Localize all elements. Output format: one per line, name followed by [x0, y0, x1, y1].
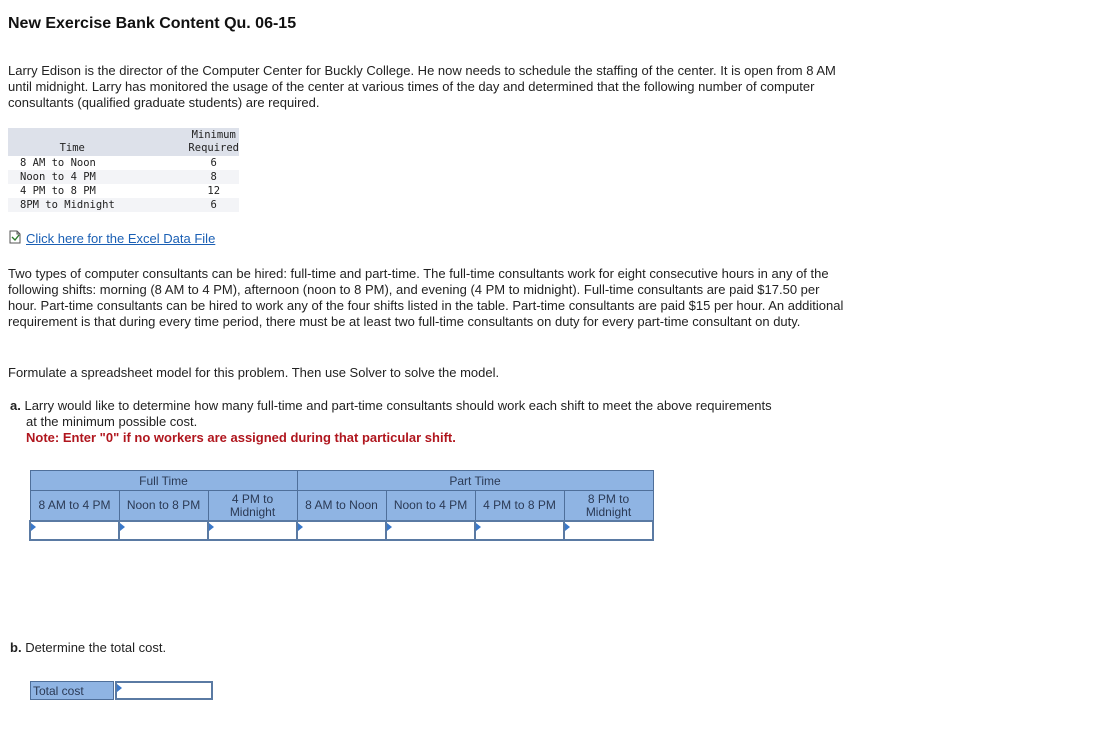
col-ft-4pm-midnight: 4 PM to Midnight [208, 491, 297, 522]
col-ft-8am-4pm: 8 AM to 4 PM [30, 491, 119, 522]
table-row [8, 170, 239, 184]
answer-cell[interactable] [30, 521, 119, 540]
question-a-text-2: at the minimum possible cost. [26, 414, 198, 429]
total-cost-input[interactable] [117, 683, 211, 698]
col-pt-4pm-8pm: 4 PM to 8 PM [475, 491, 564, 522]
question-a-label: a. [10, 398, 21, 413]
answer-input-ft-8am-4pm[interactable] [31, 522, 118, 539]
question-b-text: Determine the total cost. [25, 640, 167, 655]
question-a-text-1: Larry would like to determine how many full-time and part-time consultants should work each shift to meet the above requirements [24, 398, 772, 413]
question-a-note: Note: Enter "0" if no workers are assigned during that particular shift. [26, 430, 456, 445]
group-part-time: Part Time [297, 471, 653, 491]
answer-cell[interactable] [208, 521, 297, 540]
answer-cell[interactable] [564, 521, 653, 540]
total-cost-label: Total cost [30, 681, 114, 700]
header-time: Time [8, 128, 188, 156]
row-min: 6 [188, 198, 239, 212]
answer-input-pt-8pm-midnight[interactable] [565, 522, 652, 539]
minimum-required-table [8, 128, 239, 212]
description-paragraph: Two types of computer consultants can be hired: full-time and part-time. The full-time consultants work for eight consecutive hours in any of the following shifts: morning (8 AM to 4 PM), afternoon (noon to 8 PM), and evening (4 PM to midnight). Full-time consultants are paid $17.50 per hour. Part-time consultants can be hired to work any of the four shifts listed in the table. Part-time consultants are paid $15 per hour. An additional requirement is that during every time period, there must be at least two full-time consultants on duty for every part-time consultant on duty. [8, 266, 844, 329]
col-pt-8pm-midnight: 8 PM to Midnight [564, 491, 653, 522]
col-pt-8am-noon: 8 AM to Noon [297, 491, 386, 522]
question-a [10, 398, 850, 430]
total-cost-row [30, 681, 213, 700]
table-row [8, 156, 239, 170]
row-min: 12 [207, 185, 221, 197]
total-cost-cell[interactable] [115, 681, 213, 700]
question-b [10, 640, 166, 655]
col-pt-noon-4pm: Noon to 4 PM [386, 491, 475, 522]
answer-input-ft-4pm-midnight[interactable] [209, 522, 296, 539]
row-min: 8 [188, 170, 239, 184]
answer-input-pt-noon-4pm[interactable] [387, 522, 474, 539]
group-full-time: Full Time [30, 471, 297, 491]
excel-link-row [8, 230, 215, 247]
excel-data-link[interactable]: Click here for the Excel Data File [26, 231, 216, 246]
answer-cell[interactable] [119, 521, 208, 540]
row-time: Noon to 4 PM [8, 170, 188, 184]
row-time: 8PM to Midnight [8, 198, 188, 212]
answer-input-pt-4pm-8pm[interactable] [476, 522, 563, 539]
answer-input-pt-8am-noon[interactable] [298, 522, 385, 539]
question-b-label: b. [10, 640, 22, 655]
col-ft-noon-8pm: Noon to 8 PM [119, 491, 208, 522]
row-time: 8 AM to Noon [20, 157, 96, 169]
header-minimum-required [188, 128, 239, 156]
instruction-paragraph: Formulate a spreadsheet model for this problem. Then use Solver to solve the model. [8, 365, 500, 380]
header-minimum: Minimum [191, 129, 236, 141]
intro-paragraph: Larry Edison is the director of the Computer Center for Buckly College. He now needs to schedule the staffing of the center. It is open from 8 AM until midnight. Larry has monitored the usage of the center at various times of the day and determined that the following number of computer consultants (qualified graduate students) are required. [8, 63, 836, 110]
answer-input-ft-noon-8pm[interactable] [120, 522, 207, 539]
row-min: 6 [210, 157, 217, 169]
page-title: New Exercise Bank Content Qu. 06-15 [8, 15, 297, 32]
document-icon [8, 230, 22, 247]
table-row [8, 198, 239, 212]
answer-cell[interactable] [475, 521, 564, 540]
row-time: 4 PM to 8 PM [20, 185, 96, 197]
answer-grid [29, 470, 654, 541]
table-row [8, 184, 239, 198]
header-required: Required [188, 142, 239, 154]
answer-cell[interactable] [297, 521, 386, 540]
answer-cell[interactable] [386, 521, 475, 540]
